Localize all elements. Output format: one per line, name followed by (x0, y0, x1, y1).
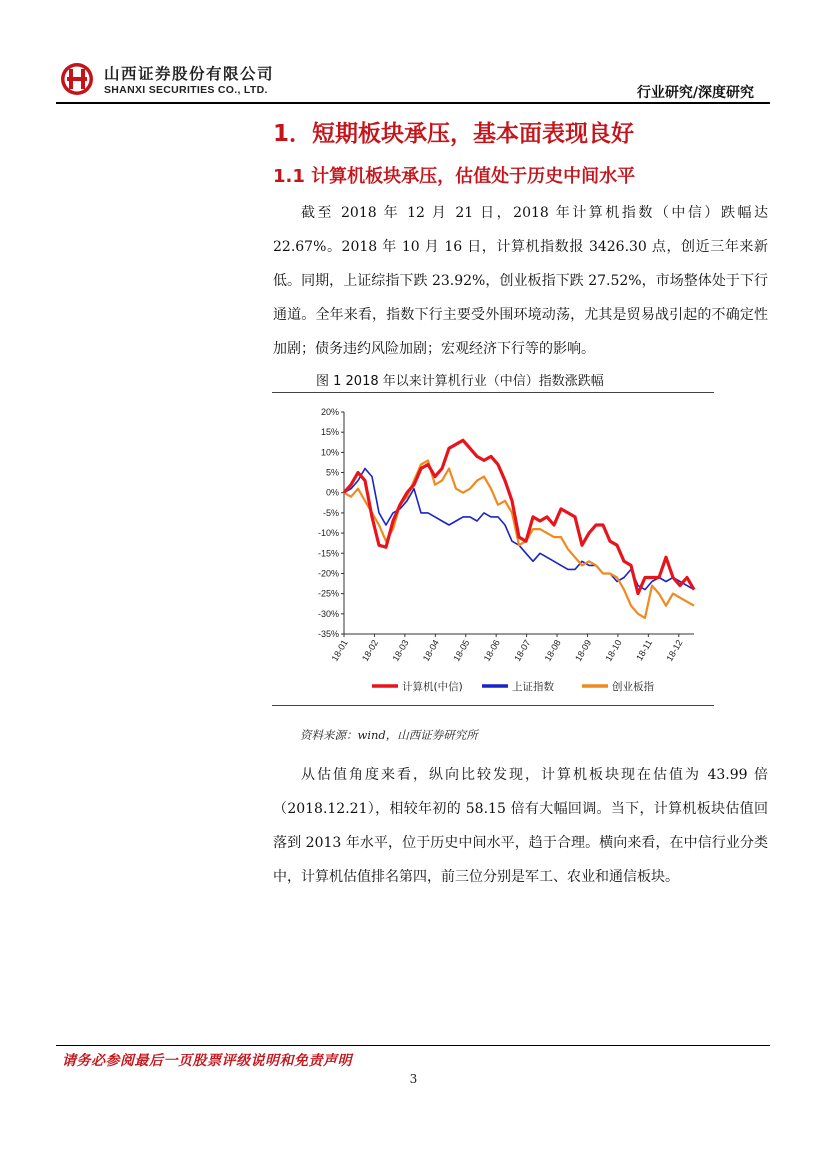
report-type-label: 行业研究/深度研究 (636, 85, 754, 101)
series-lines (344, 440, 694, 618)
y-tick-label: -25% (317, 588, 339, 599)
x-tick-label: 18-06 (481, 638, 502, 663)
y-tick-label: -30% (317, 608, 339, 619)
x-tick-label: 18-02 (359, 638, 381, 663)
company-name-cn: 山西证券股份有限公司 (104, 65, 275, 83)
header-divider (56, 102, 770, 104)
y-tick-label: 20% (320, 407, 339, 417)
body-paragraph-2: 从估值角度来看，纵向比较发现，计算机板块现在估值为 43.99 倍（2018.12.21），相较年初的 58.15 倍有大幅回调。当下，计算机板块估值回落到 2013 年水平，位于历史中间水平，趋于合理。横向来看，在中信行业分类中，计算机估值排名第四，前三位分别是军工、农业和通信板块。 (273, 767, 768, 885)
line-chart (272, 394, 714, 702)
x-axis (330, 634, 694, 663)
x-tick-label: 18-10 (603, 638, 624, 663)
x-tick-label: 18-04 (420, 638, 442, 663)
y-tick-label: 5% (325, 467, 339, 478)
figure-title: 图 1 2018 年以来计算机行业（中信）指数涨跌幅 (316, 374, 604, 389)
y-tick-label: -5% (322, 507, 339, 518)
x-tick-label: 18-01 (329, 638, 350, 663)
chart-legend (372, 680, 654, 693)
x-tick-label: 18-03 (390, 638, 411, 663)
x-tick-label: 18-05 (451, 638, 472, 663)
footer-disclaimer: 请务必参阅最后一页股票评级说明和免责声明 (62, 1053, 352, 1069)
subsection-heading: 1.1 计算机板块承压，估值处于历史中间水平 (273, 166, 636, 187)
x-tick-label: 18-08 (542, 638, 563, 663)
y-tick-label: 15% (320, 427, 339, 438)
y-axis (318, 407, 344, 639)
legend-label: 计算机(中信) (402, 681, 463, 693)
x-tick-label: 18-07 (512, 638, 533, 663)
x-tick-label: 18-12 (664, 638, 685, 663)
legend-label: 上证指数 (512, 681, 554, 693)
y-tick-label: 10% (320, 447, 339, 458)
page-number: 3 (409, 1072, 418, 1086)
sxzq-logo-icon (60, 62, 94, 96)
footer-divider (56, 1045, 770, 1046)
x-tick-label: 18-11 (634, 638, 655, 663)
y-tick-label: -15% (317, 548, 339, 559)
company-name-en: SHANXI SECURITIES CO., LTD. (104, 84, 268, 96)
legend-label: 创业板指 (612, 681, 654, 693)
section-heading: 1．短期板块承压，基本面表现良好 (273, 121, 635, 147)
y-tick-label: 0% (325, 487, 339, 498)
body-paragraph-1: 截至 2018 年 12 月 21 日，2018 年计算机指数（中信）跌幅达 22.67%。2018 年 10 月 16 日，计算机指数报 3426.30 点，创近三年来新低。同期，上证综指下跌 23.92%，创业板指下跌 27.52%，市场整体处于下行通道。全年来看，指数下行主要受外围环境动荡，尤其是贸易战引起的不确定性加剧；债务违约风险加剧；宏观经济下行等的影响。 (273, 205, 768, 357)
x-tick-label: 18-09 (573, 638, 594, 663)
series-line (344, 460, 694, 618)
y-tick-label: -35% (317, 629, 339, 639)
y-tick-label: -20% (317, 568, 339, 579)
y-tick-label: -10% (317, 528, 339, 539)
figure-source: 资料来源：wind，山西证券研究所 (300, 728, 478, 742)
